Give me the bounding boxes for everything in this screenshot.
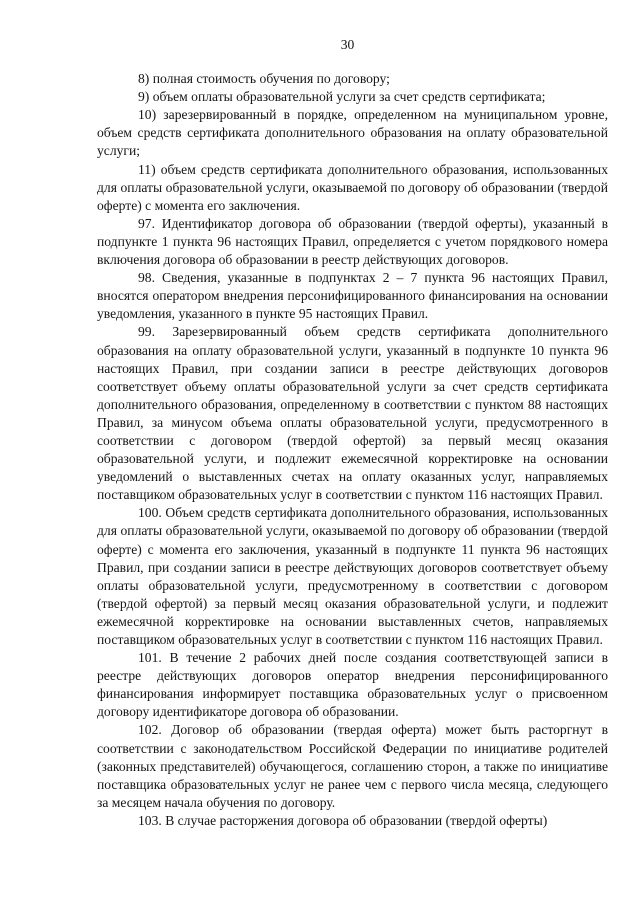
page-number: 30 (340, 37, 355, 52)
paragraph-101: 101. В течение 2 рабочих дней после создания соответствующей записи в реестре действующих договоров оператор внедрения персонифицированного финансирования информирует поставщика образовательных услуг о присвоенном договору идентификаторе договора об образовании. (97, 650, 608, 720)
paragraph-99: 99. Зарезервированный объем средств сертификата дополнительного образования на оплату образовательной услуги, указанный в подпункте 10 пункта 96 настоящих Правил, при создании записи в реестре действующих договоров соответствует объему оплаты образовательной услуги за счет средств сертификата дополнительного образования, определенному в соответствии с пунктом 88 настоящих Правил, за минусом объема оплаты образовательной услуги, предусмотренного в соответствии с договором (твердой офертой) за первый месяц оказания образовательной услуги, и подлежит ежемесячной корректировке на основании уведомлений о выставленных счетах на оплату оказанных услуг, направляемых поставщиком образовательных услуг в соответствии с пунктом 116 настоящих Правил. (97, 324, 608, 503)
paragraph-item-8: 8) полная стоимость обучения по договору; (138, 71, 390, 87)
paragraph-103: 103. В случае расторжения договора об образовании (твердой оферты) (138, 812, 548, 828)
paragraph-item-11: 11) объем средств сертификата дополнительного образования, использованных для оплаты образовательной услуги, оказываемой по договору об образовании (твердой оферте) с момента его заключения. (97, 161, 608, 213)
paragraph-item-10: 10) зарезервированный в порядке, определенном на муниципальном уровне, объем средств сертификата дополнительного образования на оплату образовательной услуги; (97, 107, 608, 159)
paragraph-97: 97. Идентификатор договора об образовании (твердой оферты), указанный в подпункте 1 пункта 96 настоящих Правил, определяется с учетом порядкового номера включения договора об образовании в реестр действующих договоров. (97, 215, 608, 268)
paragraph-item-9: 9) объем оплаты образовательной услуги за счет средств сертификата; (138, 89, 546, 105)
paragraph-98: 98. Сведения, указанные в подпунктах 2 – 7 пункта 96 настоящих Правил, вносятся оператором внедрения персонифицированного финансирования на основании уведомления, указанного в пункте 95 настоящих Правил. (97, 270, 608, 322)
paragraph-102: 102. Договор об образовании (твердая оферта) может быть расторгнут в соответствии с законодательством Российской Федерации по инициативе родителей (законных представителей) обучающегося, соглашению сторон, а также по инициативе поставщика образовательных услуг не ранее чем с первого числа месяца, следующего за месяцем начала обучения по договору. (97, 722, 608, 810)
paragraph-100: 100. Объем средств сертификата дополнительного образования, использованных для оплаты образовательной услуги, оказываемой по договору об образовании (твердой оферте) с момента его заключения, указанный в подпункте 11 пункта 96 настоящих Правил, при создании записи в реестре действующих договоров соответствует объему оплаты образовательной услуги, предусмотренному в соответствии с договором (твердой офертой) за первый месяц оказания образовательной услуги, и подлежит ежемесячной корректировке на основании выставленных счетов, направляемых поставщиком образовательных услуг в соответствии с пунктом 116 настоящих Правил. (97, 505, 608, 647)
